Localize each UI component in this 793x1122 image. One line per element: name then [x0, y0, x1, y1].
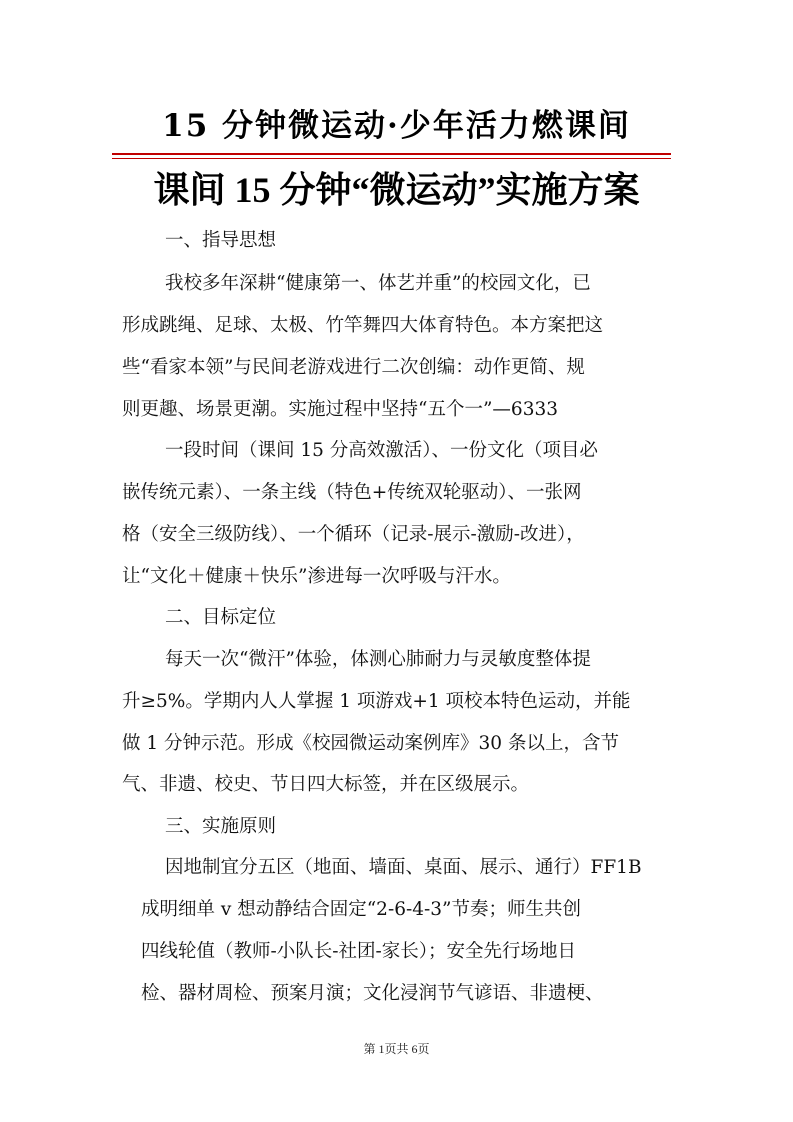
- paragraph-line: 则更趣、场景更潮。实施过程中坚持“五个一”—6333: [122, 399, 558, 420]
- section-heading-goal-positioning: 二、目标定位: [165, 607, 277, 628]
- paragraph-line: 做 1 分钟示范。形成《校园微运动案例库》30 条以上，含节: [122, 733, 619, 754]
- paragraph-line: 每天一次“微汗”体验，体测心肺耐力与灵敏度整体提: [165, 649, 591, 670]
- section-heading-implementation-principles: 三、实施原则: [165, 816, 277, 837]
- paragraph-line: 我校多年深耕“健康第一、体艺并重”的校园文化，已: [165, 273, 591, 294]
- header-rule-thick: [112, 153, 671, 155]
- paragraph-line: 一段时间（课间 15 分高效激活）、一份文化（项目必: [165, 440, 599, 461]
- paragraph-line: 成明细单 v 想动静结合固定“2-6-4-3”节奏；师生共创: [141, 899, 581, 920]
- section-heading-guiding-ideology: 一、指导思想: [165, 230, 277, 251]
- paragraph-line: 因地制宜分五区（地面、墙面、桌面、展示、通行）FF1B: [165, 857, 642, 878]
- paragraph-line: 检、器材周检、预案月演；文化浸润节气谚语、非遗梗、: [141, 983, 604, 1004]
- header-title: 15 分钟微运动·少年活力燃课间: [162, 108, 631, 144]
- paragraph-line: 气、非遗、校史、节日四大标签，并在区级展示。: [122, 774, 530, 795]
- paragraph-line: 些“看家本领”与民间老游戏进行二次创编：动作更简、规: [122, 357, 585, 378]
- paragraph-line: 四线轮值（教师-小队长-社团-家长）；安全先行场地日: [141, 941, 577, 962]
- document-title: 课间 15 分钟“微运动”实施方案: [153, 170, 640, 210]
- paragraph-line: 格（安全三级防线）、一个循环（记录-展示-激励-改进），: [122, 524, 585, 545]
- page-number-footer: 第 1页共 6页: [363, 1042, 430, 1056]
- header-rule-thin: [112, 158, 671, 159]
- paragraph-line: 升≥5%。学期内人人掌握 1 项游戏+1 项校本特色运动，并能: [122, 691, 631, 712]
- paragraph-line: 形成跳绳、足球、太极、竹竿舞四大体育特色。本方案把这: [122, 315, 604, 336]
- paragraph-line: 嵌传统元素）、一条主线（特色+传统双轮驱动）、一张网: [122, 482, 582, 503]
- paragraph-line: 让“文化＋健康＋快乐”渗进每一次呼吸与汗水。: [122, 566, 511, 587]
